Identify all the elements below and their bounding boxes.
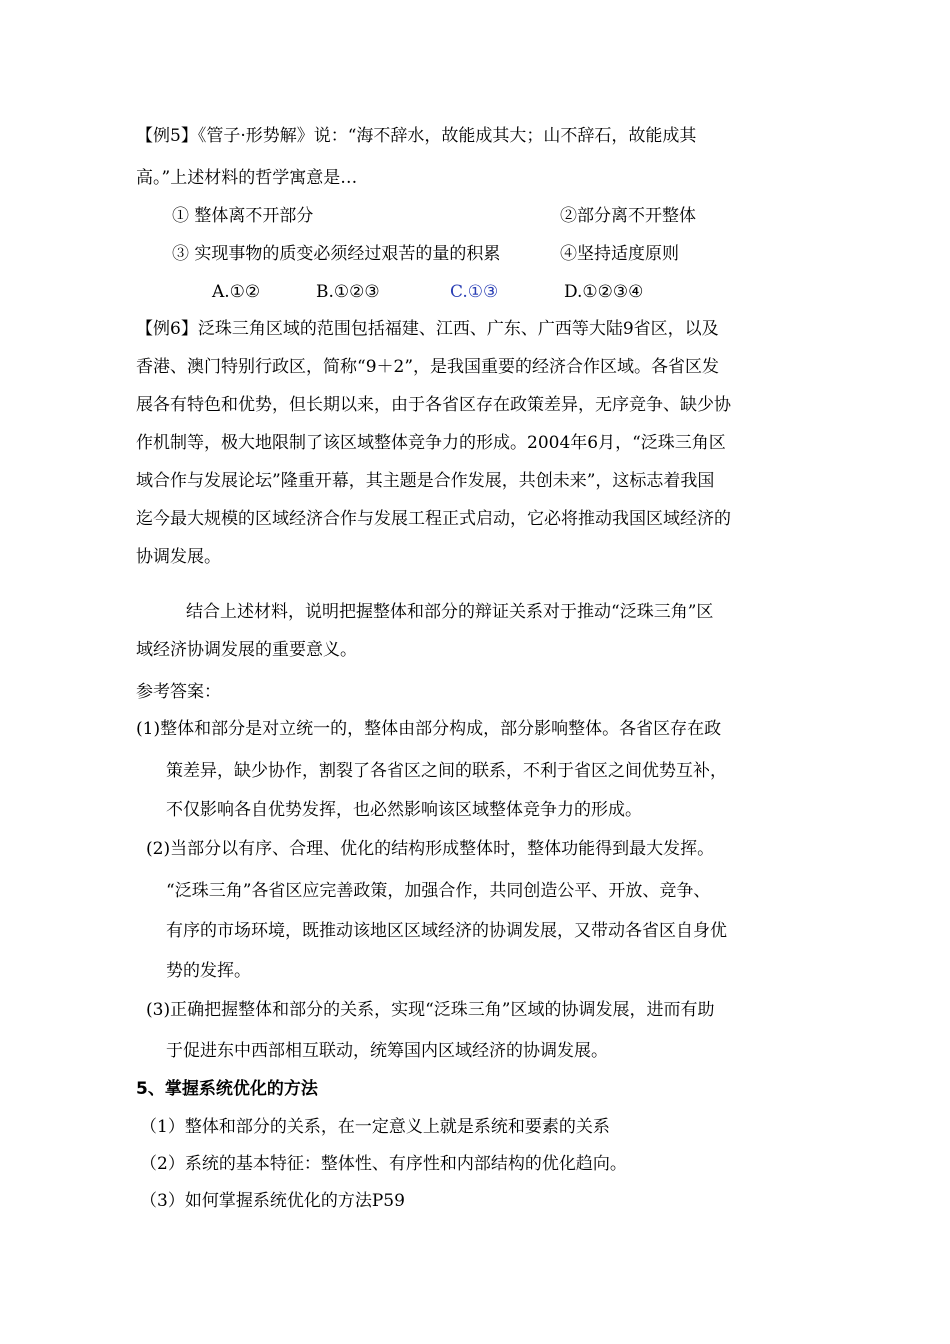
ex5-choice-c-answer: C.①③ xyxy=(450,282,499,302)
answer-2-line-1: (2)当部分以有序、合理、优化的结构形成整体时，整体功能得到最大发挥。 xyxy=(146,839,715,859)
answer-1-line-2: 策差异，缺少协作，割裂了各省区之间的联系，不利于省区之间优势互补， xyxy=(166,761,727,781)
ex6-line-4: 作机制等，极大地限制了该区域整体竞争力的形成。2004年6月，“泛珠三角区 xyxy=(136,433,726,453)
answer-2-line-4: 势的发挥。 xyxy=(166,961,251,981)
section-5-item-1: （1）整体和部分的关系，在一定意义上就是系统和要素的关系 xyxy=(140,1117,610,1137)
ex6-question-line-2: 域经济协调发展的重要意义。 xyxy=(136,640,357,660)
ex5-option-3: ③ 实现事物的质变必须经过艰苦的量的积累 xyxy=(172,244,501,264)
section-5-item-2: （2）系统的基本特征：整体性、有序性和内部结构的优化趋向。 xyxy=(140,1154,627,1174)
answer-1-line-1: (1)整体和部分是对立统一的，整体由部分构成，部分影响整体。各省区存在政 xyxy=(136,719,722,739)
answer-1-line-3: 不仅影响各自优势发挥，也必然影响该区域整体竞争力的形成。 xyxy=(166,800,642,820)
ex5-option-1: ① 整体离不开部分 xyxy=(172,206,314,226)
answer-3-line-2: 于促进东中西部相互联动，统筹国内区域经济的协调发展。 xyxy=(166,1041,608,1061)
ex5-choice-b: B.①②③ xyxy=(316,282,380,302)
ex5-line-1: 【例5】《管子·形势解》说：“海不辞水，故能成其大；山不辞石，故能成其 xyxy=(136,126,697,146)
answer-2-line-3: 有序的市场环境，既推动该地区区域经济的协调发展，又带动各省区自身优 xyxy=(166,921,727,941)
section-5-item-3: （3）如何掌握系统优化的方法P59 xyxy=(140,1191,405,1211)
ex5-option-4: ④坚持适度原则 xyxy=(560,244,679,264)
ex5-option-2: ②部分离不开整体 xyxy=(560,206,696,226)
ex6-line-1: 【例6】泛珠三角区域的范围包括福建、江西、广东、广西等大陆9省区，以及 xyxy=(136,319,719,339)
ex6-line-3: 展各有特色和优势，但长期以来，由于各省区存在政策差异，无序竞争、缺少协 xyxy=(136,395,731,415)
ex5-line-2: 高。”上述材料的哲学寓意是… xyxy=(136,168,358,188)
answer-2-line-2: “泛珠三角”各省区应完善政策，加强合作，共同创造公平、开放、竞争、 xyxy=(166,881,711,901)
ex5-choice-d: D.①②③④ xyxy=(564,282,644,302)
ex5-choice-a: A.①② xyxy=(212,282,261,302)
answer-3-line-1: (3)正确把握整体和部分的关系，实现“泛珠三角”区域的协调发展，进而有助 xyxy=(146,1000,715,1020)
answer-title: 参考答案： xyxy=(136,682,221,702)
ex6-question-line-1: 结合上述材料，说明把握整体和部分的辩证关系对于推动“泛珠三角”区 xyxy=(186,602,714,622)
section-5-heading: 5、掌握系统优化的方法 xyxy=(136,1079,318,1099)
ex6-line-5: 域合作与发展论坛”隆重开幕，其主题是合作发展，共创未来”，这标志着我国 xyxy=(136,471,715,491)
ex6-line-2: 香港、澳门特别行政区，简称“9＋2”，是我国重要的经济合作区域。各省区发 xyxy=(136,357,720,377)
ex6-line-6: 迄今最大规模的区域经济合作与发展工程正式启动，它必将推动我国区域经济的 xyxy=(136,509,731,529)
ex6-line-7: 协调发展。 xyxy=(136,547,221,567)
